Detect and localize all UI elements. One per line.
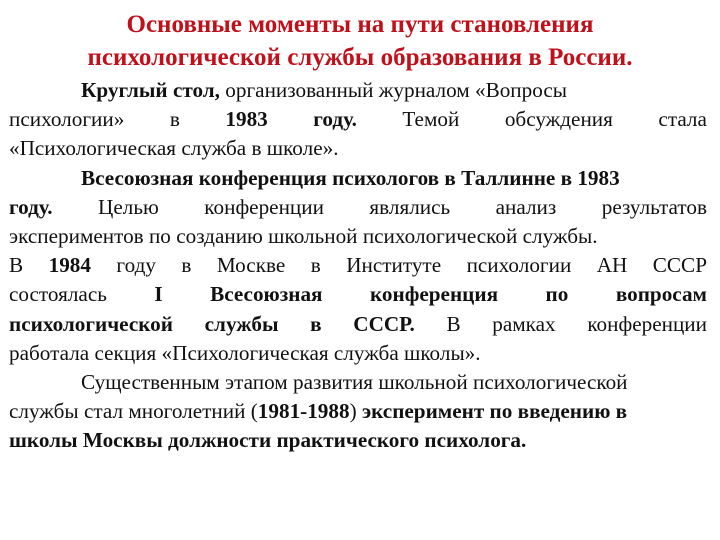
text: ) xyxy=(349,399,362,424)
word: в xyxy=(310,253,321,278)
experiment-term: эксперимент по введению в xyxy=(361,399,628,424)
word: стала xyxy=(658,107,707,132)
word: службы xyxy=(204,311,279,336)
word: Институте xyxy=(346,253,442,278)
paragraph-2-line-2 xyxy=(9,193,707,222)
word: психологической xyxy=(9,311,173,336)
round-table-term: Круглый стол, xyxy=(81,78,220,102)
paragraph-2-line-3: экспериментов по созданию школьной психологической службы. xyxy=(9,224,598,249)
slide-title xyxy=(20,8,700,74)
paragraph-4-line-1: Существенным этапом развития школьной психологической xyxy=(81,370,628,395)
word: анализ xyxy=(495,194,557,219)
paragraph-3-line-4: работала секция «Психологическая служба школы». xyxy=(9,340,481,365)
word: СССР xyxy=(652,253,707,278)
word: В xyxy=(446,311,461,336)
paragraph-1-text: организованный журналом «Вопросы xyxy=(219,78,567,102)
word: психологии xyxy=(466,253,572,278)
experiment-term-end: школы Москвы должности практического психолога. xyxy=(9,428,527,453)
paragraph-1-line-2 xyxy=(9,105,707,134)
word: Москве xyxy=(216,253,286,278)
word: СССР. xyxy=(353,311,415,336)
word: по xyxy=(545,282,569,307)
word: результатов xyxy=(601,194,707,219)
word: году xyxy=(116,253,156,278)
paragraph-3-line-1 xyxy=(9,251,707,280)
paragraph-2-line-1 xyxy=(9,164,707,193)
word: Целью xyxy=(98,194,159,219)
title-line-2: психологической службы образования в России. xyxy=(87,44,633,71)
slide-body xyxy=(9,76,707,456)
years-1981-1988: 1981-1988 xyxy=(257,399,350,424)
word: обсуждения xyxy=(504,107,613,132)
word: психологии» xyxy=(9,107,125,132)
word: в xyxy=(169,107,180,132)
word: АН xyxy=(596,253,628,278)
word: в xyxy=(310,311,322,336)
word: Всесоюзная xyxy=(210,282,323,307)
year-1984: 1984 xyxy=(48,253,91,278)
tallinn-conference: Всесоюзная конференция психологов в Таллинне в 1983 xyxy=(81,165,620,190)
word: являлись xyxy=(369,194,451,219)
word: I xyxy=(154,282,163,307)
word: рамках xyxy=(492,311,556,336)
paragraph-1-line-3: «Психологическая служба в школе». xyxy=(9,136,339,161)
word: В xyxy=(9,253,24,278)
word: году. xyxy=(313,107,357,132)
paragraph-1-line-1 xyxy=(9,76,707,105)
word: вопросам xyxy=(615,282,707,307)
paragraph-4-line-3 xyxy=(9,426,707,455)
word: конференция xyxy=(369,282,499,307)
paragraph-4-line-2 xyxy=(9,397,707,426)
year-1983: 1983 xyxy=(225,107,268,132)
word: Темой xyxy=(402,107,460,132)
word: конференции xyxy=(204,194,324,219)
paragraph-3-line-2 xyxy=(9,280,707,309)
paragraph-3-line-3 xyxy=(9,310,707,339)
word: в xyxy=(181,253,192,278)
title-line-1: Основные моменты на пути становления xyxy=(126,11,594,38)
word: состоялась xyxy=(9,282,107,307)
word: году. xyxy=(9,194,53,219)
word: конференции xyxy=(587,311,707,336)
text: службы стал многолетний ( xyxy=(9,399,258,424)
